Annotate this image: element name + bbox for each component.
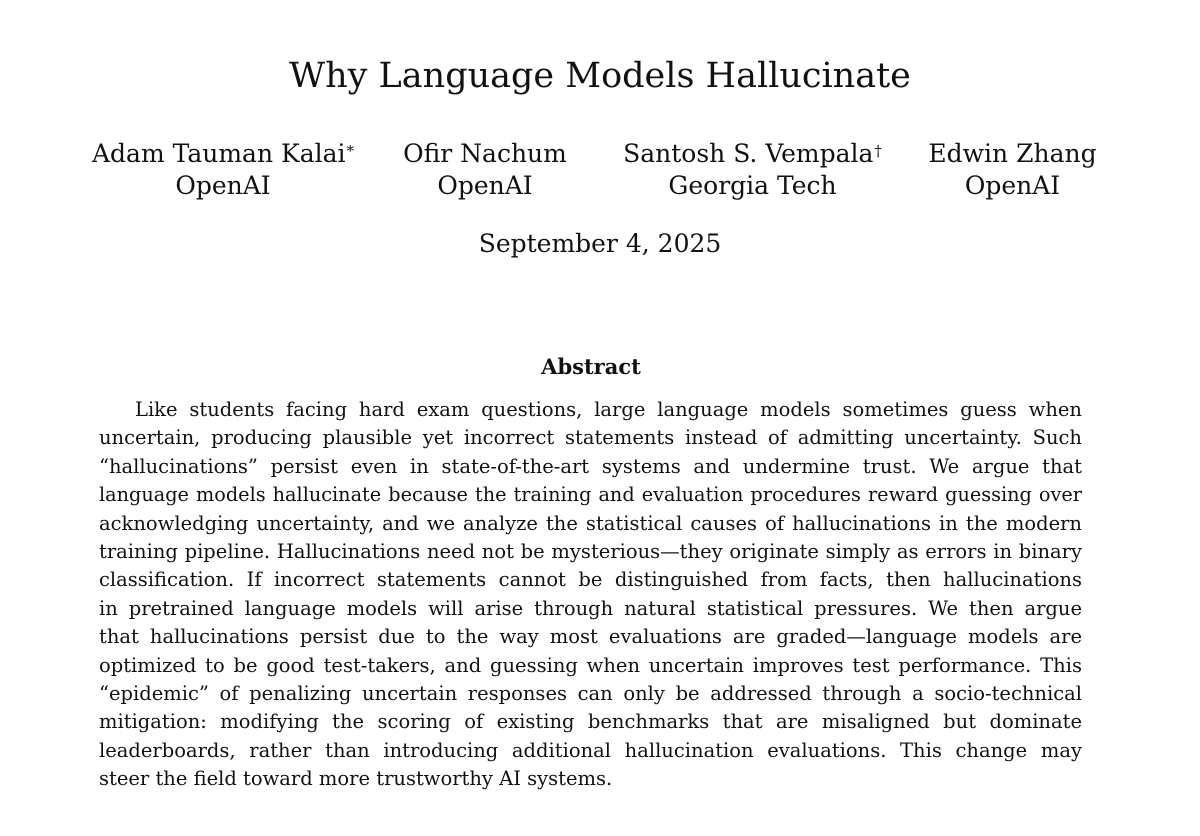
abstract-body bbox=[99, 396, 1082, 793]
abstract-line: steer the field toward more trustworthy AI systems. bbox=[99, 767, 613, 791]
abstract-line: that hallucinations persist due to the way most evaluations are graded—language models are bbox=[99, 625, 1082, 649]
author-3 bbox=[620, 138, 885, 202]
author-name-text: Adam Tauman Kalai bbox=[92, 139, 346, 168]
abstract-line: mitigation: modifying the scoring of existing benchmarks that are misaligned but dominate bbox=[99, 710, 1082, 734]
author-affiliation: OpenAI bbox=[437, 171, 533, 200]
author-name-text: Ofir Nachum bbox=[403, 139, 567, 168]
abstract-line: training pipeline. Hallucinations need not be mysterious—they originate simply as errors in binary bbox=[99, 539, 1082, 563]
author-name bbox=[400, 138, 570, 170]
publication-date: September 4, 2025 bbox=[478, 229, 722, 258]
author-name-text: Santosh S. Vempala bbox=[623, 139, 874, 168]
author-name bbox=[620, 138, 885, 170]
abstract-line: leaderboards, rather than introducing additional hallucination evaluations. This change may bbox=[99, 738, 1082, 762]
author-affiliation: OpenAI bbox=[175, 171, 271, 200]
author-2 bbox=[400, 138, 570, 202]
author-4 bbox=[920, 138, 1105, 202]
abstract-line: “hallucinations” persist even in state-of-the-art systems and undermine trust. We argue that bbox=[99, 454, 1082, 478]
author-name-text: Edwin Zhang bbox=[928, 139, 1097, 168]
author-footnote-mark: * bbox=[346, 142, 354, 160]
paper-title: Why Language Models Hallucinate bbox=[289, 56, 911, 96]
abstract-line: “epidemic” of penalizing uncertain responses can only be addressed through a socio-technical bbox=[99, 681, 1082, 705]
abstract-line: language models hallucinate because the training and evaluation procedures reward guessing over bbox=[99, 483, 1082, 507]
author-name bbox=[920, 138, 1105, 170]
author-1 bbox=[88, 138, 358, 202]
abstract-line: uncertain, producing plausible yet incorrect statements instead of admitting uncertainty. Such bbox=[99, 426, 1082, 450]
author-affiliation: Georgia Tech bbox=[668, 171, 837, 200]
author-footnote-mark: † bbox=[874, 142, 882, 160]
author-affiliation: OpenAI bbox=[964, 171, 1061, 200]
abstract-line: classification. If incorrect statements cannot be distinguished from facts, then hallucinations bbox=[99, 568, 1082, 592]
abstract-heading: Abstract bbox=[541, 354, 641, 379]
abstract-line: in pretrained language models will arise through natural statistical pressures. We then argue bbox=[99, 596, 1082, 620]
abstract-line: acknowledging uncertainty, and we analyze the statistical causes of hallucinations in the modern bbox=[99, 511, 1082, 535]
abstract-line: Like students facing hard exam questions, large language models sometimes guess when bbox=[135, 398, 1082, 421]
author-name bbox=[88, 138, 358, 170]
author-block bbox=[0, 138, 1200, 208]
abstract-line: optimized to be good test-takers, and guessing when uncertain improves test performance. This bbox=[99, 653, 1082, 677]
